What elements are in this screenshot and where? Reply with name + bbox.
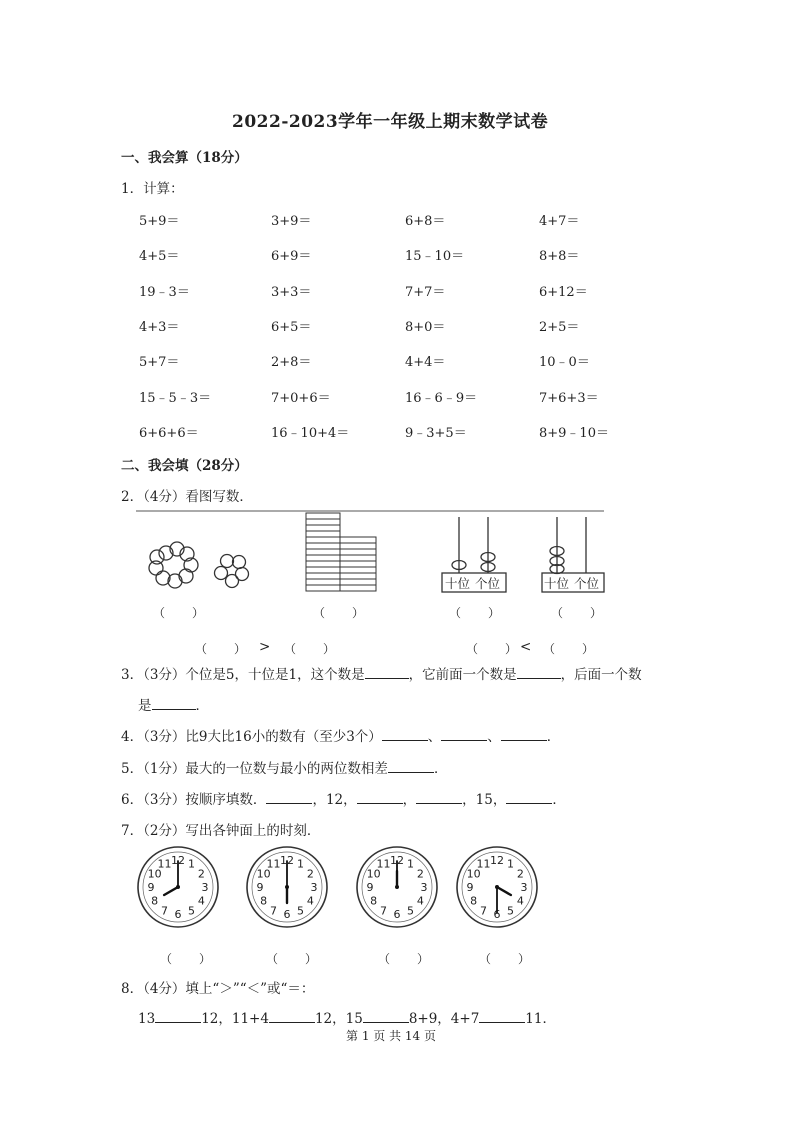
- calc-item: 8+8＝: [539, 249, 580, 265]
- page-title: 2022-2023学年一年级上期末数学试卷: [232, 112, 549, 132]
- clock-number: 9: [466, 881, 474, 894]
- clock-number: 7: [480, 904, 487, 918]
- q3-blank-number[interactable]: [365, 666, 409, 679]
- question-3: [121, 663, 642, 683]
- clock-number: 9: [366, 881, 374, 894]
- clock-center: [395, 885, 399, 889]
- calc-item: 10﹣0＝: [539, 355, 590, 371]
- q2-greater-sign: >: [259, 639, 271, 655]
- clock-number: 12: [280, 854, 294, 867]
- q3-text-5: ．: [195, 698, 209, 714]
- abacus-1-tens-label: 十位: [445, 576, 471, 591]
- clock-number: 9: [147, 881, 155, 894]
- clock-number: 1: [507, 857, 514, 871]
- q4-blank-2[interactable]: [441, 728, 487, 741]
- calc-item: 15﹣5﹣3＝: [139, 390, 212, 406]
- q6-comma-4: ，: [462, 792, 476, 808]
- q6-number-12: 12: [325, 792, 344, 808]
- clock-number: 1: [407, 857, 414, 871]
- q6-comma-3: ，: [402, 792, 417, 808]
- clock-number: 11: [476, 857, 491, 871]
- q2-answer-blank-3[interactable]: （ ）: [449, 606, 502, 620]
- calc-item: 9﹣3+5＝: [405, 425, 467, 441]
- q5-end: ．: [433, 761, 448, 777]
- clock-number: 4: [197, 894, 205, 908]
- q8-item-4: 8+9，4+7: [408, 1011, 480, 1027]
- q8-blank-4[interactable]: [479, 1010, 525, 1023]
- clock-number: 8: [370, 894, 378, 908]
- hour-hand: [497, 887, 511, 895]
- question-1-label: 1．计算：: [121, 181, 184, 197]
- clock-number: 9: [256, 881, 264, 894]
- q6-end: ．: [552, 792, 566, 808]
- q2-answer-blank-2[interactable]: （ ）: [313, 606, 366, 620]
- q4-blank-1[interactable]: [382, 728, 428, 741]
- clock-number: 10: [256, 867, 271, 881]
- calc-item: 6+5＝: [271, 319, 312, 335]
- clock-number: 2: [516, 867, 524, 881]
- clock-face-2: [247, 847, 327, 927]
- calc-item: 5+9＝: [139, 214, 180, 229]
- clock-number: 5: [407, 904, 414, 918]
- q3-text-1: 3．（3分）个位是5，十位是1，这个数是: [121, 667, 365, 683]
- q6-comma-5: ，: [492, 792, 507, 808]
- calc-item: 5+7＝: [139, 355, 180, 371]
- clock-number: 3: [201, 881, 209, 894]
- clock-number: 5: [188, 904, 195, 918]
- clock-center: [495, 885, 499, 889]
- q6-text: 6．（3分）按顺序填数．: [121, 792, 267, 808]
- clock-number: 6: [493, 908, 501, 921]
- page-footer: 第 1 页 共 14 页: [346, 1029, 436, 1043]
- q2-answer-blank-4[interactable]: （ ）: [551, 606, 604, 620]
- clock-face-3: [357, 847, 437, 927]
- question-7: 7．（2分）写出各钟面上的时刻．: [121, 823, 321, 839]
- clock-number: 2: [306, 867, 314, 881]
- clock-number: 6: [174, 908, 182, 921]
- question-5: [121, 757, 447, 777]
- calc-item: 2+5＝: [539, 319, 580, 335]
- q4-blank-3[interactable]: [501, 728, 547, 741]
- clock-number: 10: [366, 867, 381, 881]
- clock-number: 3: [310, 881, 318, 894]
- question-4: [121, 725, 560, 745]
- clock-number: 4: [306, 894, 314, 908]
- clock-number: 3: [420, 881, 428, 894]
- q8-item-2: 12，11+4: [201, 1011, 269, 1027]
- calc-item: 19﹣3＝: [139, 284, 190, 300]
- q2-compare-blank-2[interactable]: （ ）: [284, 642, 337, 656]
- q8-blank-3[interactable]: [363, 1010, 409, 1023]
- q6-blank-4[interactable]: [506, 791, 552, 804]
- q4-text: 4．（3分）比9大比16小的数有（至少3个）: [121, 729, 382, 745]
- section-heading-1: 一、我会算（18分）: [121, 150, 248, 166]
- q6-blank-3[interactable]: [416, 791, 462, 804]
- q8-item-3: 12，15: [314, 1011, 363, 1027]
- calc-item: 8+0＝: [405, 319, 446, 335]
- calc-item: 4+4＝: [405, 355, 446, 371]
- clock-number: 6: [393, 908, 401, 921]
- hour-hand: [164, 887, 178, 895]
- q8-blank-2[interactable]: [269, 1010, 315, 1023]
- clock-number: 10: [466, 867, 481, 881]
- clock-number: 12: [490, 854, 504, 867]
- calc-item: 16﹣6﹣9＝: [405, 390, 478, 406]
- clock-number: 2: [197, 867, 205, 881]
- q6-number-15: 15: [475, 792, 493, 808]
- section-heading-2: 二、我会填（28分）: [121, 458, 248, 474]
- q8-item-5: 11．: [525, 1011, 556, 1027]
- q3-text-3: ，后面一个数: [560, 667, 642, 683]
- abacus-1-ones-label: 个位: [475, 576, 501, 591]
- calc-item: 3+9＝: [271, 214, 312, 229]
- q6-blank-2[interactable]: [357, 791, 403, 804]
- q2-compare-blank-4[interactable]: （ ）: [543, 642, 596, 656]
- q7-answer-blank-1[interactable]: （ ）: [160, 952, 213, 966]
- q8-item-1: 13: [138, 1011, 156, 1027]
- question-6: [121, 788, 566, 808]
- clock-number: 11: [376, 857, 391, 871]
- calc-item: 16﹣10+4＝: [271, 425, 350, 441]
- q3-blank-previous[interactable]: [517, 666, 561, 679]
- clock-faces: [130, 842, 550, 932]
- calc-item: 7+7＝: [405, 284, 446, 300]
- question-2-text: 2．（4分）看图写数．: [121, 489, 253, 505]
- clock-number: 1: [188, 857, 195, 871]
- q3-text-4: 是: [138, 698, 152, 714]
- clock-number: 8: [260, 894, 268, 908]
- clock-number: 11: [266, 857, 281, 871]
- q7-answer-blank-3[interactable]: （ ）: [378, 952, 431, 966]
- calc-item: 4+7＝: [539, 214, 580, 229]
- q3-text-2: ，它前面一个数是: [408, 667, 517, 683]
- clock-number: 8: [470, 894, 478, 908]
- calc-item: 2+8＝: [271, 355, 312, 371]
- clock-center: [285, 885, 289, 889]
- abacus-2-ones-label: 个位: [574, 576, 600, 591]
- question-8: 8．（4分）填上“＞”“＜”或“＝：: [121, 981, 315, 997]
- q7-answer-blank-2[interactable]: （ ）: [266, 952, 319, 966]
- bead-ring-small: [215, 555, 249, 588]
- clock-face-4: [457, 847, 537, 927]
- q8-blank-1[interactable]: [155, 1010, 201, 1023]
- q3-blank-next[interactable]: [152, 697, 196, 710]
- calc-item: 6+6+6＝: [139, 425, 199, 441]
- q4-end: ．: [546, 729, 561, 745]
- clock-number: 10: [147, 867, 162, 881]
- calc-item: 3+3＝: [271, 284, 312, 300]
- question-8-items: [138, 1007, 556, 1027]
- clock-center: [176, 885, 180, 889]
- q7-answer-blank-4[interactable]: （ ）: [479, 952, 532, 966]
- calc-item: 8+9﹣10＝: [539, 425, 609, 441]
- q5-blank[interactable]: [388, 760, 434, 773]
- clock-number: 11: [157, 857, 172, 871]
- clock-number: 8: [151, 894, 159, 908]
- calc-item: 6+12＝: [539, 284, 588, 300]
- clock-number: 6: [283, 908, 291, 921]
- clock-number: 4: [416, 894, 424, 908]
- bead-ring-large: [149, 542, 198, 588]
- calc-item: 15﹣10＝: [405, 249, 465, 265]
- clock-number: 4: [516, 894, 524, 908]
- clock-number: 1: [297, 857, 304, 871]
- calc-item: 6+8＝: [405, 214, 446, 229]
- clock-face-1: [138, 847, 218, 927]
- clock-number: 7: [270, 904, 277, 918]
- calc-item: 4+3＝: [139, 319, 180, 335]
- calc-item: 4+5＝: [139, 249, 180, 265]
- abacus-2-tens-label: 十位: [544, 576, 570, 591]
- q2-less-sign: <: [520, 639, 532, 655]
- q5-text: 5．（1分）最大的一位数与最小的两位数相差: [121, 761, 388, 777]
- q2-compare-blank-1[interactable]: （ ）: [195, 642, 248, 656]
- calc-item: 7+0+6＝: [271, 390, 331, 406]
- question-3-line-2: [138, 694, 209, 714]
- q6-blank-1[interactable]: [266, 791, 312, 804]
- clock-number: 12: [171, 854, 185, 867]
- q4-sep-1: 、: [427, 729, 442, 745]
- calc-item: 6+9＝: [271, 249, 312, 265]
- q2-compare-blank-3[interactable]: （ ）: [466, 642, 519, 656]
- q4-sep-2: 、: [487, 729, 501, 745]
- stick-bundles: [306, 513, 376, 591]
- clock-number: 3: [520, 881, 528, 894]
- clock-number: 5: [507, 904, 514, 918]
- clock-number: 12: [390, 854, 404, 867]
- q6-comma-2: ，: [343, 792, 357, 808]
- clock-number: 5: [297, 904, 304, 918]
- calc-item: 7+6+3＝: [539, 390, 599, 406]
- clock-number: 2: [416, 867, 424, 881]
- clock-number: 7: [380, 904, 387, 918]
- q2-answer-blank-1[interactable]: （ ）: [153, 606, 206, 620]
- clock-number: 7: [161, 904, 168, 918]
- q6-comma-1: ，: [312, 792, 326, 808]
